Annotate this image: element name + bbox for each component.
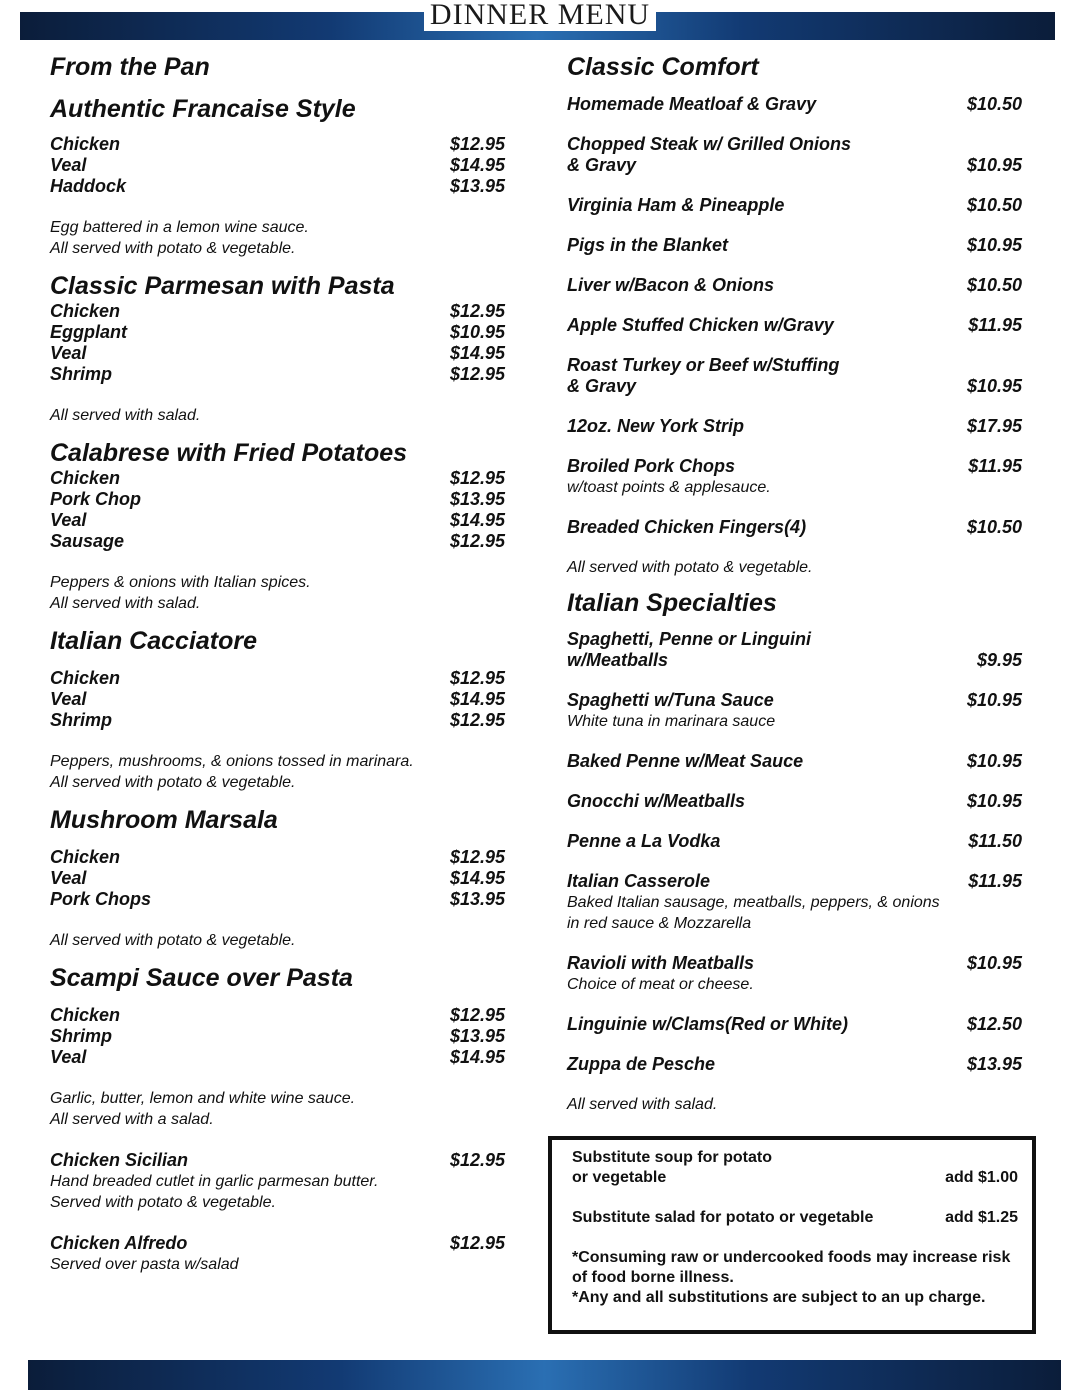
menu-item: Chicken $12.95 xyxy=(50,301,505,321)
menu-item: Chicken $12.95 xyxy=(50,1005,505,1025)
francaise-note: Egg battered in a lemon wine sauce. All served with potato & vegetable. xyxy=(50,219,309,257)
section-title-comfort: Classic Comfort xyxy=(567,53,759,81)
menu-item: Liver w/Bacon & Onions $10.50 xyxy=(567,275,1022,295)
menu-item: Broiled Pork Chops $11.95 xyxy=(567,456,1022,476)
menu-item: Chopped Steak w/ Grilled Onions & Gravy $10.95 xyxy=(567,134,1022,175)
menu-item: Spaghetti, Penne or Linguini w/Meatballs $9.95 xyxy=(567,629,1022,670)
cacciatore-items xyxy=(50,668,505,731)
menu-item: Breaded Chicken Fingers(4) $10.50 xyxy=(567,517,1022,537)
parmesan-note: All served with salad. xyxy=(50,407,201,424)
menu-item-note: White tuna in marinara sauce xyxy=(567,713,776,730)
disclaimer-substitutions: *Any and all substitutions are subject to an up charge. xyxy=(572,1289,986,1306)
marsala-items xyxy=(50,847,505,910)
menu-item: Pork Chops $13.95 xyxy=(50,889,505,909)
menu-title: DINNER MENU xyxy=(0,0,1080,30)
menu-item: Veal $14.95 xyxy=(50,343,505,363)
menu-item: Shrimp $12.95 xyxy=(50,710,505,730)
menu-item: Ravioli with Meatballs $10.95 xyxy=(567,953,1022,973)
right-column xyxy=(567,52,1022,1115)
scampi-note: Garlic, butter, lemon and white wine sauce. All served with a salad. xyxy=(50,1090,356,1128)
menu-item: Chicken $12.95 xyxy=(50,847,505,867)
cacciatore-note: Peppers, mushrooms, & onions tossed in marinara. All served with potato & vegetable. xyxy=(50,753,414,791)
menu-item: Shrimp $12.95 xyxy=(50,364,505,384)
menu-item: Linguinie w/Clams(Red or White) $12.50 xyxy=(567,1014,1022,1034)
menu-item: 12oz. New York Strip $17.95 xyxy=(567,416,1022,436)
menu-item: Penne a La Vodka $11.50 xyxy=(567,831,1022,851)
menu-item: Veal $14.95 xyxy=(50,868,505,888)
menu-item: Pigs in the Blanket $10.95 xyxy=(567,235,1022,255)
menu-item: Veal $14.95 xyxy=(50,510,505,530)
sicilian-note: Hand breaded cutlet in garlic parmesan butter. Served with potato & vegetable. xyxy=(50,1173,379,1211)
menu-item: Virginia Ham & Pineapple $10.50 xyxy=(567,195,1022,215)
comfort-items xyxy=(567,94,1022,538)
menu-item: Baked Penne w/Meat Sauce $10.95 xyxy=(567,751,1022,771)
menu-item: Veal $14.95 xyxy=(50,1047,505,1067)
marsala-note: All served with potato & vegetable. xyxy=(50,932,296,949)
menu-item: Veal $14.95 xyxy=(50,155,505,175)
menu-item-note: Choice of meat or cheese. xyxy=(567,976,754,993)
menu-item: Roast Turkey or Beef w/Stuffing & Gravy $10.95 xyxy=(567,355,1022,396)
menu-item-chicken-sicilian: Chicken Sicilian $12.95 xyxy=(50,1150,505,1170)
section-title-scampi: Scampi Sauce over Pasta xyxy=(50,964,353,992)
menu-item: Zuppa de Pesche $13.95 xyxy=(567,1054,1022,1074)
left-column xyxy=(50,52,505,1275)
menu-item: Apple Stuffed Chicken w/Gravy $11.95 xyxy=(567,315,1022,335)
menu-item: Chicken $12.95 xyxy=(50,468,505,488)
menu-item-note: Baked Italian sausage, meatballs, peppers, & onions in red sauce & Mozzarella xyxy=(567,894,940,932)
section-title-from-the-pan: From the Pan xyxy=(50,53,210,81)
comfort-note: All served with potato & vegetable. xyxy=(567,559,813,576)
calabrese-items xyxy=(50,468,505,552)
menu-item: Eggplant $10.95 xyxy=(50,322,505,342)
substitutions-box xyxy=(548,1136,1036,1334)
menu-item: Chicken $12.95 xyxy=(50,668,505,688)
menu-item: Gnocchi w/Meatballs $10.95 xyxy=(567,791,1022,811)
calabrese-note: Peppers & onions with Italian spices. All served with salad. xyxy=(50,574,311,612)
footer-band xyxy=(28,1360,1061,1390)
menu-item-chicken-alfredo: Chicken Alfredo $12.95 xyxy=(50,1233,505,1253)
substitute-soup: Substitute soup for potato or vegetable add $1.00 xyxy=(572,1149,1018,1186)
menu-item: Haddock $13.95 xyxy=(50,176,505,196)
disclaimer-raw-food: *Consuming raw or undercooked foods may increase risk of food borne illness. xyxy=(572,1249,1011,1286)
menu-item: Chicken $12.95 xyxy=(50,134,505,154)
section-title-italian: Italian Specialties xyxy=(567,589,777,617)
menu-item: Veal $14.95 xyxy=(50,689,505,709)
italian-note: All served with salad. xyxy=(567,1096,718,1113)
parmesan-items xyxy=(50,301,505,385)
menu-item: Italian Casserole $11.95 xyxy=(567,871,1022,891)
menu-item-note: w/toast points & applesauce. xyxy=(567,479,771,496)
substitute-salad: Substitute salad for potato or vegetable add $1.25 xyxy=(572,1209,1018,1226)
francaise-items xyxy=(50,134,505,197)
section-title-marsala: Mushroom Marsala xyxy=(50,806,278,834)
alfredo-note: Served over pasta w/salad xyxy=(50,1256,239,1273)
menu-item: Sausage $12.95 xyxy=(50,531,505,551)
menu-item: Homemade Meatloaf & Gravy $10.50 xyxy=(567,94,1022,114)
section-title-parmesan: Classic Parmesan with Pasta xyxy=(50,272,395,300)
menu-item: Pork Chop $13.95 xyxy=(50,489,505,509)
section-title-calabrese: Calabrese with Fried Potatoes xyxy=(50,439,408,467)
section-title-francaise: Authentic Francaise Style xyxy=(50,95,356,123)
section-title-cacciatore: Italian Cacciatore xyxy=(50,627,258,655)
menu-item: Spaghetti w/Tuna Sauce $10.95 xyxy=(567,690,1022,710)
italian-items xyxy=(567,629,1022,1075)
menu-item: Shrimp $13.95 xyxy=(50,1026,505,1046)
scampi-items xyxy=(50,1005,505,1068)
